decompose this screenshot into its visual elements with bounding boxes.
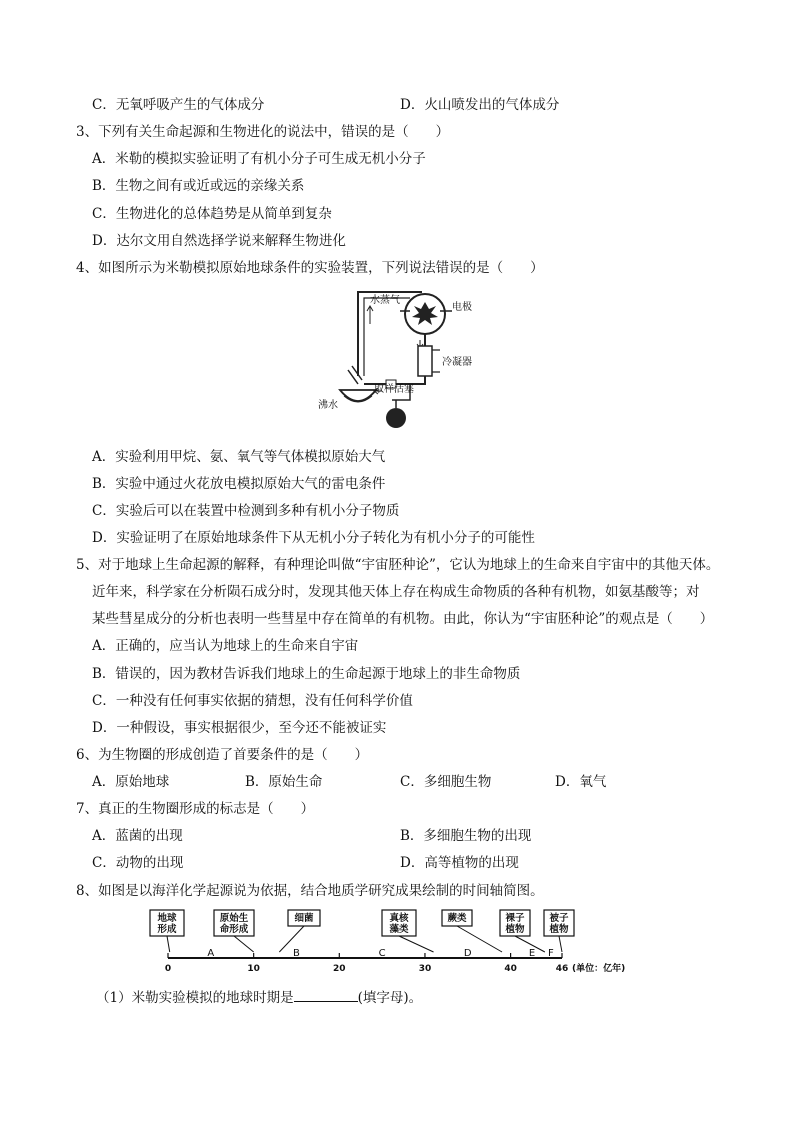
q5-option-b: B．错误的，因为教材告诉我们地球上的生命起源于地球上的非生命物质 (92, 666, 521, 682)
q4-option-d: D．实验证明了在原始地球条件下从无机小分子转化为有机小分子的可能性 (92, 530, 535, 546)
q5-line-3: 某些彗星成分的分析也表明一些彗星中存在简单的有机物。由此，你认为“宇宙胚种论”的观点是（ ） (92, 611, 714, 627)
timeline-segment-e: E (528, 948, 536, 959)
timeline-segment-a: A (207, 948, 215, 959)
timeline-box-label: 地球 (157, 913, 177, 924)
q6-stem: 6、为生物圈的形成创造了首要条件的是（ ） (76, 747, 369, 763)
timeline-box-label: 原始生 (219, 913, 249, 924)
label-boiling-water: 沸水 (318, 400, 338, 411)
q3-stem: 3、下列有关生命起源和生物进化的说法中，错误的是（ ） (76, 124, 450, 140)
q5-line-1: 5、对于地球上生命起源的解释，有种理论叫做“宇宙胚种论”，它认为地球上的生命来自宇宙中的其他天体。 (76, 557, 720, 573)
q2-option-c: C．无氧呼吸产生的气体成分 (92, 97, 265, 113)
timeline-pointer (399, 936, 434, 952)
timeline-box-label: 命形成 (219, 924, 249, 935)
q4-option-c: C．实验后可以在装置中检测到多种有机小分子物质 (92, 503, 400, 519)
q8-subquestion-1 (96, 988, 422, 1007)
timeline-tick-label: 10 (247, 964, 260, 974)
timeline-box-label: 裸子 (505, 913, 525, 924)
q5-option-d: D．一种假设，事实根据很少，至今还不能被证实 (92, 720, 387, 736)
timeline-tick-label: 20 (333, 964, 346, 974)
q8-sub1-suffix: (填字母)。 (357, 990, 423, 1006)
timeline-tick-label: 30 (418, 964, 432, 974)
q3-option-b: B．生物之间有或近或远的亲缘关系 (92, 178, 305, 194)
q4-option-a: A．实验利用甲烷、氨、氧气等气体模拟原始大气 (92, 449, 386, 465)
q2-option-d: D．火山喷发出的气体成分 (400, 97, 560, 113)
q7-option-c: C．动物的出现 (92, 855, 184, 871)
q8-stem: 8、如图是以海洋化学起源说为依据，结合地质学研究成果绘制的时间轴简图。 (76, 883, 544, 899)
q6-option-a: A．原始地球 (92, 774, 170, 790)
q6-option-d: D．氧气 (555, 774, 607, 790)
q3-option-c: C．生物进化的总体趋势是从简单到复杂 (92, 206, 332, 222)
timeline-box-label: 蕨类 (447, 913, 467, 924)
miller-apparatus-diagram (318, 284, 510, 444)
q7-option-b: B．多细胞生物的出现 (400, 828, 532, 844)
timeline-pointer (167, 936, 170, 952)
q5-option-a: A．正确的，应当认为地球上的生命来自宇宙 (92, 638, 359, 654)
label-electrode: 电极 (452, 302, 472, 313)
q7-stem: 7、真正的生物圈形成的标志是（ ） (76, 801, 315, 817)
timeline-tick-label: 0 (164, 964, 172, 974)
q7-option-d: D．高等植物的出现 (400, 855, 519, 871)
timeline-pointer (234, 936, 254, 952)
timeline-segment-d: D (463, 948, 472, 959)
timeline-box-label: 形成 (157, 924, 177, 935)
timeline-pointer (559, 936, 562, 952)
q3-option-d: D．达尔文用自然选择学说来解释生物进化 (92, 233, 346, 249)
timeline-segment-c: C (378, 948, 386, 959)
timeline-box-label: 真核 (389, 913, 409, 924)
timeline-segment-b: B (293, 948, 300, 959)
q6-option-c: C．多细胞生物 (400, 774, 492, 790)
q4-option-b: B．实验中通过火花放电模拟原始大气的雷电条件 (92, 476, 386, 492)
q5-option-c: C．一种没有任何事实依据的猜想，没有任何科学价值 (92, 693, 413, 709)
timeline-box-label: 细菌 (294, 913, 314, 924)
timeline-segment-f: F (547, 948, 554, 959)
q8-sub1-prefix: （1）米勒实验模拟的地球时期是 (96, 990, 294, 1006)
timeline-box-label: 植物 (505, 924, 525, 935)
label-steam: 水蒸气 (370, 295, 400, 306)
geologic-timeline-diagram (150, 906, 650, 978)
timeline-box-label: 植物 (549, 924, 569, 935)
label-sampling-valve: 取样活塞 (374, 384, 414, 395)
timeline-tick-label: 46 (555, 964, 569, 974)
q5-line-2: 近年来，科学家在分析陨石成分时，发现其他天体上存在构成生命物质的各种有机物，如氨基酸等；对 (92, 584, 700, 600)
timeline-box-label: 藻类 (389, 924, 409, 935)
timeline-unit: (单位：亿年) (572, 964, 626, 974)
timeline-pointer (279, 926, 304, 952)
answer-blank[interactable] (294, 988, 358, 1002)
timeline-box-label: 被子 (549, 913, 569, 924)
timeline-tick-label: 40 (504, 964, 517, 974)
label-condenser: 冷凝器 (442, 357, 472, 368)
q4-stem: 4、如图所示为米勒模拟原始地球条件的实验装置，下列说法错误的是（ ） (76, 260, 544, 276)
q6-option-b: B．原始生命 (245, 774, 323, 790)
q7-option-a: A．蓝菌的出现 (92, 828, 183, 844)
q3-option-a: A．米勒的模拟实验证明了有机小分子可生成无机小分子 (92, 151, 426, 167)
